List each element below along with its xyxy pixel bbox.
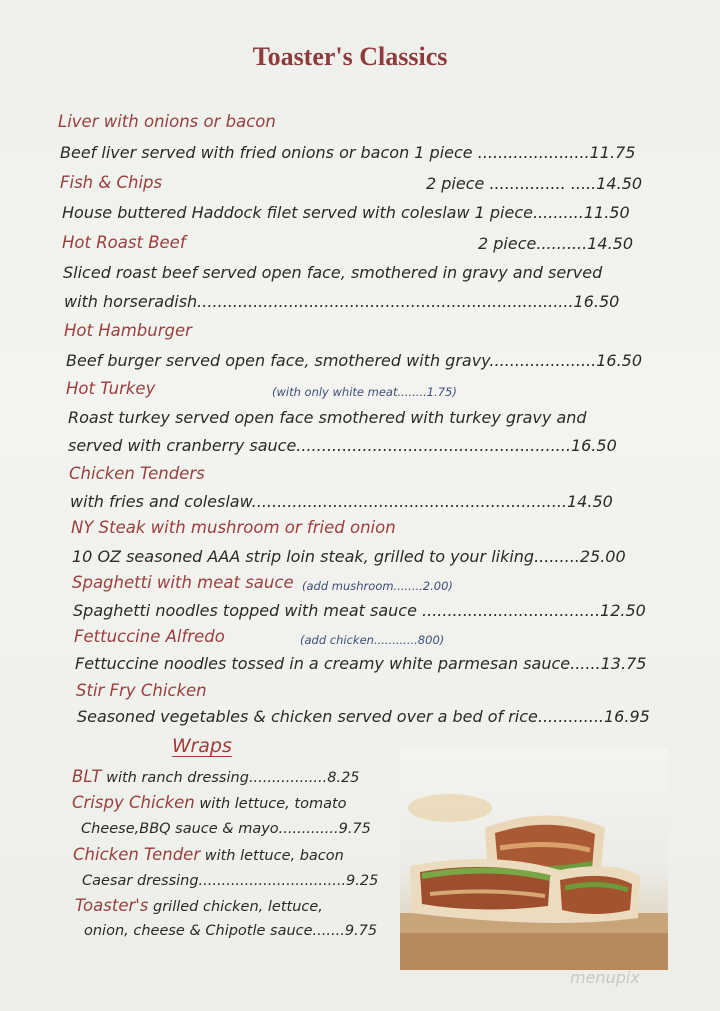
item-name: Fettuccine Alfredo <box>74 627 225 646</box>
item-description: Beef liver served with fried onions or bacon 1 piece ......................11.75 <box>60 143 636 162</box>
item-name: NY Steak with mushroom or fried onion <box>71 518 396 537</box>
item-description: with horseradish..........................................................................16.50 <box>64 292 620 311</box>
item-description: Sliced roast beef served open face, smothered in gravy and served <box>63 263 603 282</box>
page-title: Toaster's Classics <box>252 42 448 71</box>
watermark: menupix <box>570 968 640 987</box>
wraps-heading: Wraps <box>172 735 232 757</box>
item-description: Spaghetti noodles topped with meat sauce ...................................12.50 <box>73 601 646 620</box>
wrap-item: BLT with ranch dressing.................8.25 <box>72 767 360 786</box>
item-name: Hot Hamburger <box>64 321 192 340</box>
wrap-photo <box>400 748 668 970</box>
item-description: Seasoned vegetables & chicken served over a bed of rice.............16.95 <box>77 707 650 726</box>
item-name: Spaghetti with meat sauce <box>72 573 294 592</box>
item-price: 2 piece..........14.50 <box>478 234 634 253</box>
wrap-photo-icon <box>400 748 668 970</box>
item-description: with fries and coleslaw..............................................................14.50 <box>70 492 613 511</box>
wrap-item-description: Cheese,BBQ sauce & mayo.............9.75 <box>81 821 371 837</box>
item-name: Hot Turkey <box>66 379 156 398</box>
item-name: Fish & Chips <box>60 173 163 192</box>
wrap-item: Chicken Tender with lettuce, bacon <box>73 845 344 864</box>
wrap-item-description: onion, cheese & Chipotle sauce.......9.75 <box>84 923 378 939</box>
item-name: Hot Roast Beef <box>62 233 186 252</box>
item-price: 2 piece ............... .....14.50 <box>426 174 643 193</box>
item-note: (with only white meat........1.75) <box>272 385 457 399</box>
item-note: (add mushroom........2.00) <box>302 579 453 593</box>
wrap-item-description: Caesar dressing................................9.25 <box>82 873 379 889</box>
item-description: Beef burger served open face, smothered with gravy.....................16.50 <box>66 351 643 370</box>
item-name: Stir Fry Chicken <box>76 681 207 700</box>
item-description: Roast turkey served open face smothered with turkey gravy and <box>68 408 587 427</box>
wrap-item: Crispy Chicken with lettuce, tomato <box>72 793 347 812</box>
item-description: House buttered Haddock filet served with coleslaw 1 piece..........11.50 <box>62 203 630 222</box>
item-description: 10 OZ seasoned AAA strip loin steak, grilled to your liking.........25.00 <box>72 547 626 566</box>
item-description: served with cranberry sauce......................................................16.50 <box>68 436 617 455</box>
item-description: Fettuccine noodles tossed in a creamy white parmesan sauce......13.75 <box>75 654 647 673</box>
item-name: Liver with onions or bacon <box>58 112 276 131</box>
item-note: (add chicken............800) <box>300 633 445 647</box>
wrap-item: Toaster's grilled chicken, lettuce, <box>75 896 323 915</box>
item-name: Chicken Tenders <box>69 464 205 483</box>
